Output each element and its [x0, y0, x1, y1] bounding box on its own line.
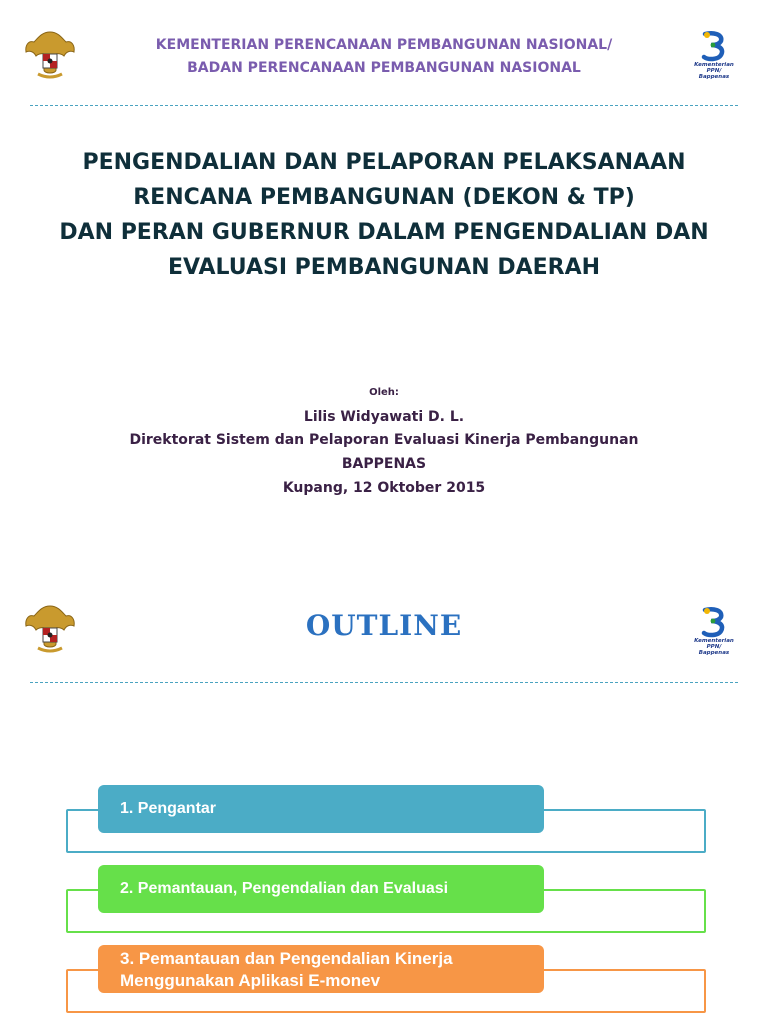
place-date: Kupang, 12 Oktober 2015	[282, 480, 486, 496]
outline-item-label: 1. Pengantar	[98, 785, 544, 833]
bappenas-logo-icon	[699, 606, 729, 638]
outline-title: OUTLINE	[305, 609, 463, 642]
outline-item-2	[0, 865, 768, 937]
outline-item-label-line-2: Menggunakan Aplikasi E-monev	[120, 971, 381, 990]
author-name: Lilis Widyawati D. L.	[303, 409, 465, 425]
ministry-line-2: BADAN PERENCANAAN PEMBANGUNAN NASIONAL	[187, 60, 581, 76]
byline	[60, 386, 708, 500]
bappenas-logo	[686, 606, 742, 656]
logo-caption-1: Kementerian PPN/	[694, 62, 734, 74]
outline-item-3	[0, 945, 768, 1024]
logo-caption-2: Bappenas	[698, 74, 730, 80]
header-divider	[30, 682, 738, 683]
presentation-title	[20, 145, 748, 285]
author-unit: Direktorat Sistem dan Pelaporan Evaluasi Kinerja Pembangunan	[129, 432, 639, 448]
byline-oleh: Oleh:	[369, 387, 399, 398]
bappenas-logo-icon	[699, 30, 729, 62]
outline-item-1	[0, 785, 768, 857]
garuda-emblem-icon	[22, 26, 78, 82]
ministry-line-1: KEMENTERIAN PERENCANAAN PEMBANGUNAN NASIONAL/	[155, 37, 613, 53]
title-line-3: DAN PERAN GUBERNUR DALAM PENGENDALIAN DAN	[59, 220, 709, 245]
title-line-4: EVALUASI PEMBANGUNAN DAERAH	[167, 255, 601, 280]
bappenas-logo	[686, 30, 742, 80]
logo-caption-2: Bappenas	[698, 650, 730, 656]
outline-item-label: 2. Pemantauan, Pengendalian dan Evaluasi	[98, 865, 544, 913]
logo-caption-1: Kementerian PPN/	[694, 638, 734, 650]
outline-item-label-line-1: 3. Pemantauan dan Pengendalian Kinerja	[120, 949, 453, 968]
title-line-1: PENGENDALIAN DAN PELAPORAN PELAKSANAAN	[82, 150, 686, 175]
outline-item-label	[98, 945, 544, 993]
title-line-2: RENCANA PEMBANGUNAN (DEKON & TP)	[133, 185, 635, 210]
author-org: BAPPENAS	[341, 456, 427, 472]
ministry-heading	[110, 34, 658, 80]
slide-outline	[0, 512, 768, 1024]
header-divider	[30, 105, 738, 106]
